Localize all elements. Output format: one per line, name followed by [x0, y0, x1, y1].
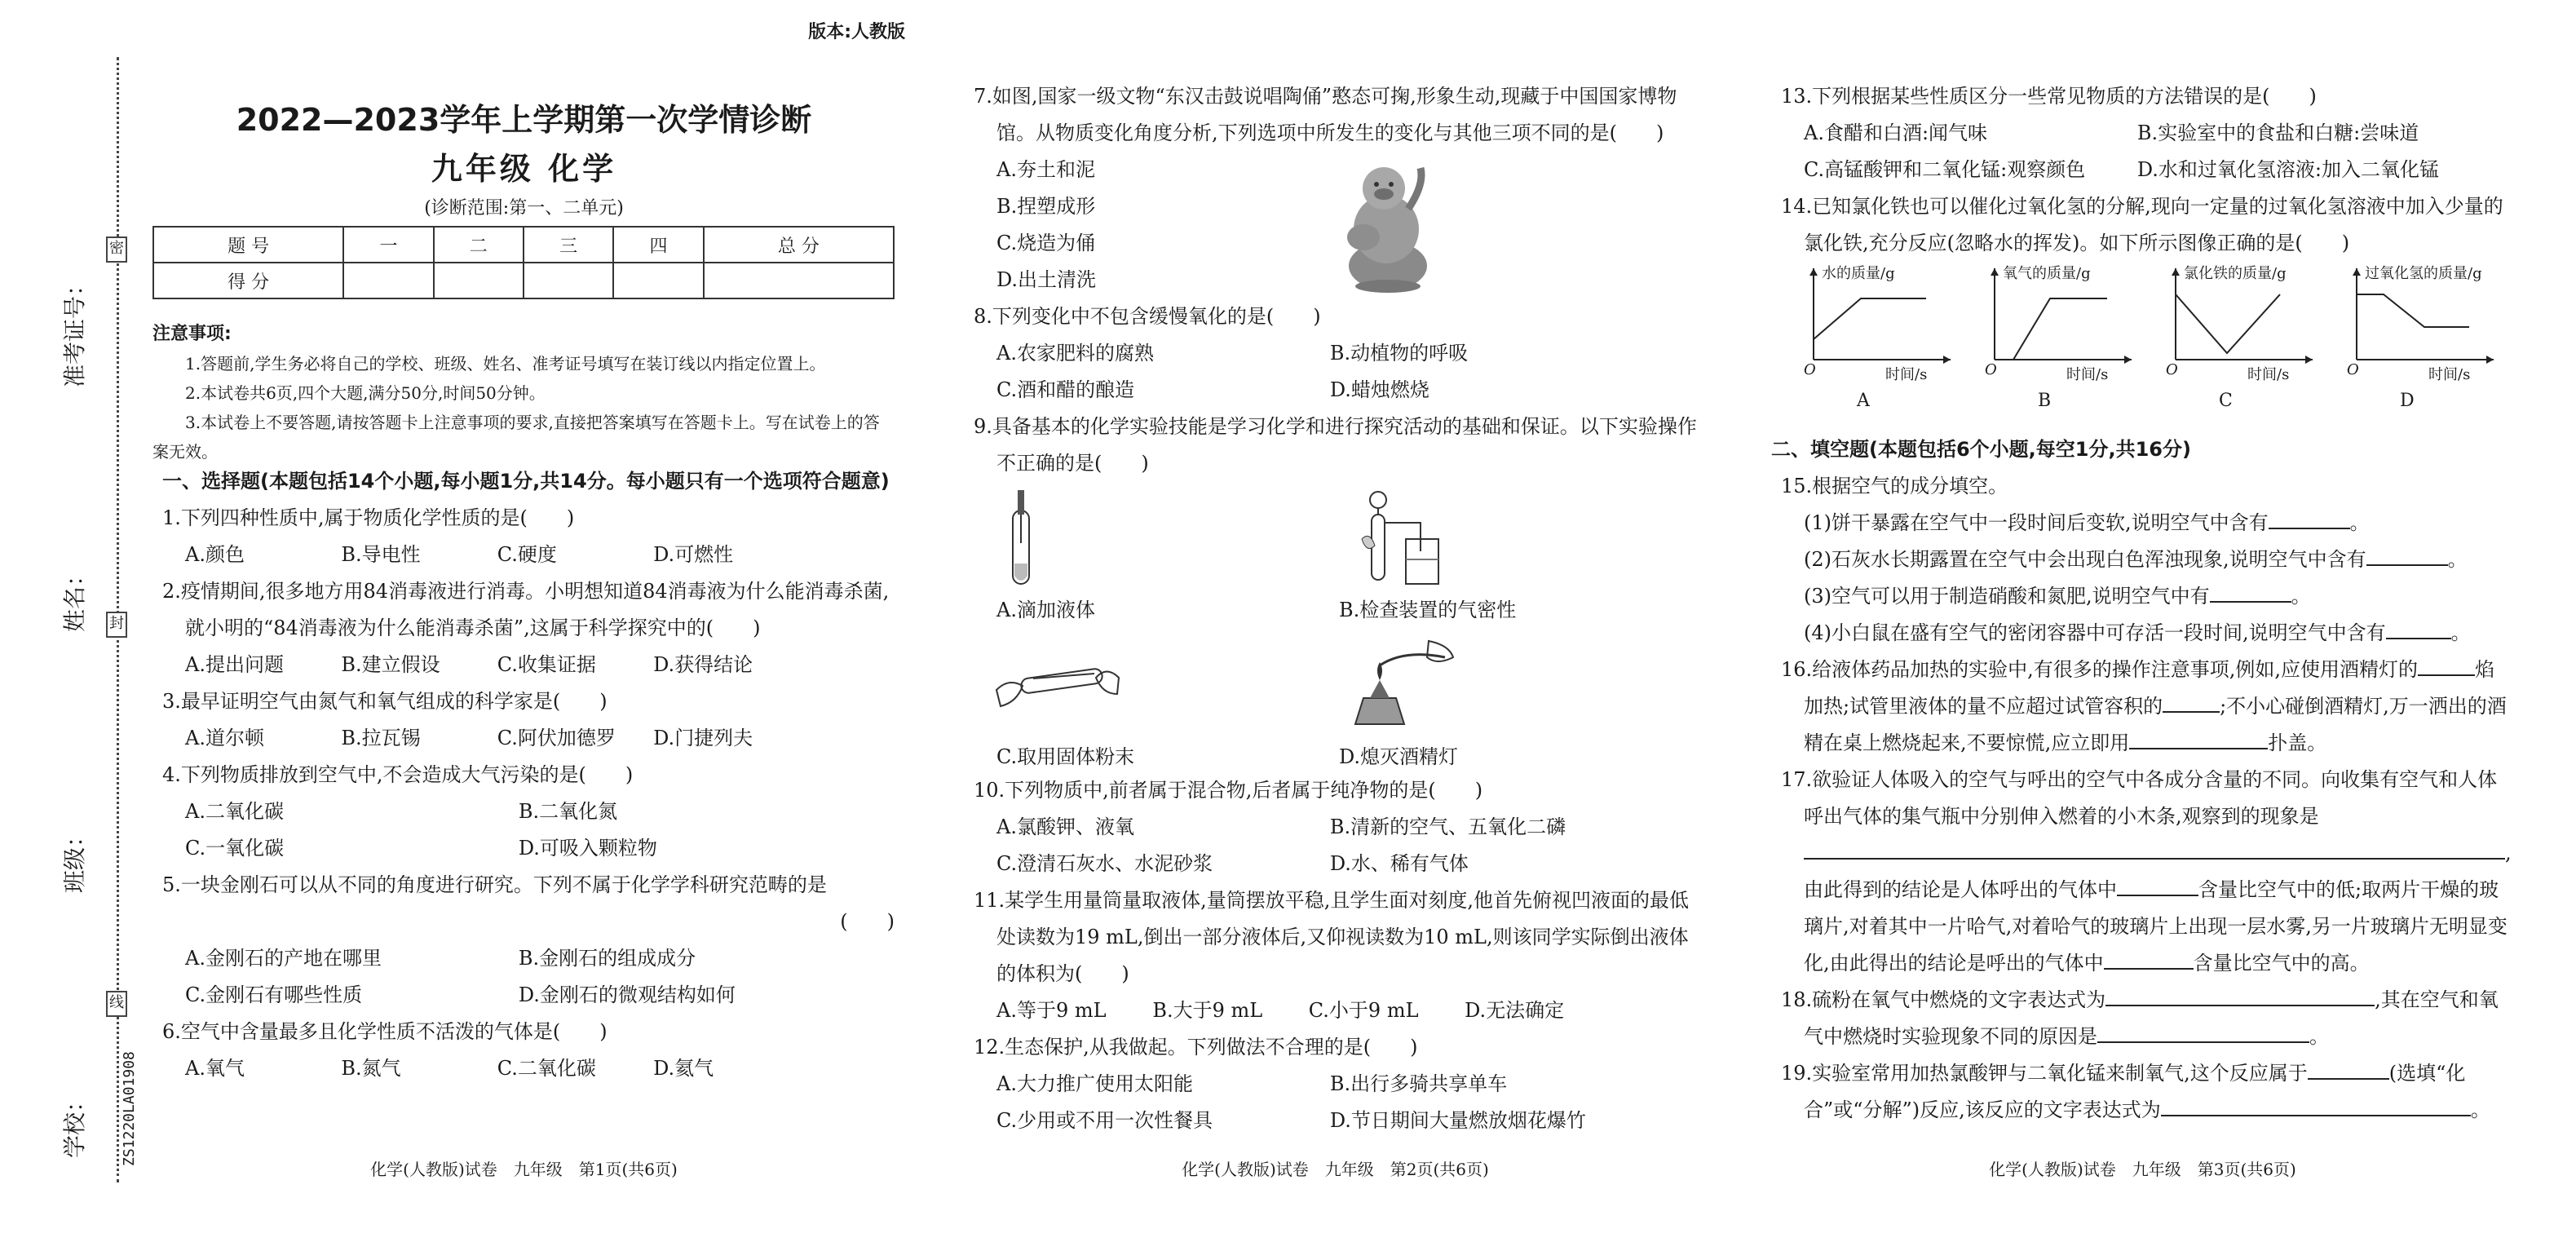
option[interactable]: A.滴加液体	[996, 599, 1095, 621]
graph-origin: O	[1985, 361, 1997, 378]
answer-blank[interactable]	[2117, 895, 2198, 896]
graph-origin: O	[1804, 361, 1816, 378]
score-table	[152, 226, 895, 299]
seal-mark: 线	[106, 991, 127, 1017]
questions-7-12	[964, 78, 1706, 1139]
answer-blank[interactable]	[2366, 564, 2448, 566]
option[interactable]: A.金刚石的产地在哪里	[185, 947, 382, 970]
graph-d	[2347, 262, 2502, 417]
option[interactable]: D.节日期间大量燃放烟花爆竹	[1329, 1109, 1586, 1132]
option[interactable]: D.获得结论	[653, 653, 753, 676]
seal-mark: 封	[106, 612, 127, 638]
answer-blank[interactable]	[2161, 1115, 2471, 1116]
options	[152, 830, 895, 867]
score-header-cell: 三	[524, 227, 613, 263]
options	[152, 977, 895, 1014]
option[interactable]: B.二氧化氮	[518, 800, 618, 823]
pottery-figurine-image	[1339, 152, 1437, 294]
options	[152, 940, 895, 977]
option[interactable]: B.清新的空气、五氧化二磷	[1329, 815, 1566, 838]
sub-question: (3)空气可以用于制造硝酸和氮肥,说明空气中有 。	[1804, 585, 2311, 608]
question-13: 13.下列根据某些性质区分一些常见物质的方法错误的是( )	[1781, 85, 2317, 108]
option[interactable]: D.水和过氧化氢溶液:加入二氧化锰	[2136, 158, 2439, 181]
option[interactable]: B.建立假设	[341, 653, 440, 676]
option[interactable]: D.可吸入颗粒物	[518, 837, 657, 860]
options	[964, 992, 1706, 1029]
option[interactable]: B.捏塑成形	[996, 195, 1096, 218]
graph-x-label: 时间/s	[2247, 366, 2290, 383]
option[interactable]: B.大于9 mL	[1152, 999, 1263, 1022]
options	[964, 372, 1706, 409]
answer-blank[interactable]	[1804, 858, 2505, 860]
options	[152, 1050, 895, 1087]
options	[964, 809, 1706, 846]
q16-text: 焰加热;试管里液体的量不应超过试管容积的	[1804, 658, 2495, 718]
question-14: 14.已知氯化铁也可以催化过氧化氢的分解,现向一定量的过氧化氢溶液中加入少量的氯化铁,充分反应(忽略水的挥发)。如下所示图像正确的是( )	[1781, 195, 2503, 254]
q18-text: 18.硫粉在氧气中燃烧的文字表达式为	[1781, 988, 2106, 1011]
answer-blank[interactable]	[2386, 638, 2451, 639]
powder-spatula-image	[988, 641, 1127, 718]
question-3: 3.最早证明空气由氮气和氧气组成的科学家是( )	[162, 690, 608, 713]
option[interactable]: C.硬度	[497, 543, 557, 566]
option[interactable]: A.氯酸钾、液氧	[996, 815, 1134, 838]
dropper-test-tube-image	[996, 486, 1045, 592]
answer-blank[interactable]	[2163, 711, 2220, 713]
score-label-cell: 得 分	[153, 263, 343, 298]
option[interactable]: C.收集证据	[497, 653, 596, 676]
graph-origin: O	[2166, 361, 2178, 378]
question-7: 7.如图,国家一级文物“东汉击鼓说唱陶俑”憨态可掬,形象生动,现藏于中国国家博物馆。从物质变化角度分析,下列选项中所发生的变化与其他三项不同的是( )	[974, 85, 1677, 144]
q9-figures	[964, 482, 1706, 772]
sub-question: (4)小白鼠在盛有空气的密闭容器中可存活一段时间,说明空气中含有 。	[1804, 621, 2471, 644]
option[interactable]: D.熄灭酒精灯	[1339, 745, 1459, 768]
section-heading: 一、选择题(本题包括14个小题,每小题1分,共14分。每小题只有一个选项符合题意)	[162, 470, 890, 493]
option[interactable]: C.阿伏加德罗	[497, 727, 616, 749]
graph-letter: D	[2400, 391, 2415, 411]
option[interactable]: C.少用或不用一次性餐具	[996, 1109, 1213, 1132]
options	[152, 793, 895, 830]
question-2: 2.疫情期间,很多地方用84消毒液进行消毒。小明想知道84消毒液为什么能消毒杀菌,就小明的“84消毒液为什么能消毒杀菌”,这属于科学探究中的( )	[162, 580, 890, 639]
question-17: 17.欲验证人体吸入的空气与呼出的空气中各成分含量的不同。向收集有空气和人体呼出气体的集气瓶中分别伸入燃着的小木条,观察到的现象是 , 由此得到的结论是人体呼出的气体中 含量比空气中的低;取两片干燥的玻璃片,对着其中一片哈气,对着哈气的玻璃片上出现一层水雾,另一片玻璃片无明显变化,由此得出的结论是呼出的气体中 含量比空气中的高。	[1781, 768, 2512, 975]
question-15: 15.根据空气的成分填空。	[1781, 475, 2008, 497]
score-header-cell: 题 号	[153, 227, 343, 263]
option[interactable]: D.蜡烛燃烧	[1329, 378, 1429, 401]
question-19: 19.实验室常用加热氯酸钾与二氧化锰来制氧气,这个反应属于 (选填“化合”或“分解”)反应,该反应的文字表达式为 。	[1781, 1062, 2490, 1121]
option[interactable]: D.门捷列夫	[653, 727, 753, 749]
answer-blank[interactable]	[2104, 968, 2194, 970]
airtightness-apparatus-image	[1355, 482, 1453, 592]
question-16	[1771, 652, 2513, 762]
score-cell[interactable]	[434, 263, 524, 298]
option[interactable]: A.夯土和泥	[996, 158, 1095, 181]
option[interactable]: C.取用固体粉末	[996, 745, 1135, 768]
q16-text: 16.给液体药品加热的实验中,有很多的操作注意事项,例如,应使用酒精灯的	[1781, 658, 2419, 681]
options	[152, 720, 895, 757]
page-footer: 化学(人教版)试卷 九年级 第2页(共6页)	[1182, 1160, 1489, 1179]
option[interactable]: B.检查装置的气密性	[1339, 599, 1517, 621]
option[interactable]: A.道尔顿	[185, 727, 264, 749]
sub-question: (1)饼干暴露在空气中一段时间后变软,说明空气中含有 。	[1804, 511, 2370, 534]
option[interactable]: A.农家肥料的腐熟	[996, 342, 1154, 365]
option[interactable]: C.小于9 mL	[1308, 999, 1419, 1022]
page-1	[143, 0, 905, 1242]
answer-blank[interactable]	[2418, 674, 2475, 676]
graph-y-label: 氧气的质量/g	[2003, 265, 2091, 282]
sub-question-text: (1)饼干暴露在空气中一段时间后变软,说明空气中含有	[1804, 511, 2269, 534]
score-header-cell: 总 分	[704, 227, 894, 263]
question-12: 12.生态保护,从我做起。下列做法不合理的是( )	[974, 1036, 1418, 1059]
page-2	[954, 0, 1717, 1242]
exam-title: 2022—2023学年上学期第一次学情诊断	[236, 102, 812, 138]
question-1: 1.下列四种性质中,属于物质化学性质的是( )	[162, 506, 575, 529]
graph-letter: B	[2038, 391, 2052, 411]
school-label: 学校：	[61, 1089, 88, 1158]
option[interactable]: A.氧气	[185, 1057, 245, 1080]
note-item: 1.答题前,学生务必将自己的学校、班级、姓名、准考证号填写在装订线以内指定位置上。	[185, 354, 826, 373]
sub-question-text: (3)空气可以用于制造硝酸和氮肥,说明空气中有	[1804, 585, 2210, 608]
option[interactable]: D.无法确定	[1465, 999, 1565, 1022]
option[interactable]: C.酒和醋的酿造	[996, 378, 1135, 401]
option[interactable]: B.实验室中的食盐和白糖:尝味道	[2136, 122, 2419, 144]
answer-blank[interactable]	[2210, 601, 2291, 603]
option[interactable]: B.导电性	[341, 543, 421, 566]
score-cell[interactable]	[613, 263, 703, 298]
option[interactable]: C.高锰酸钾和二氧化锰:观察颜色	[1804, 158, 2086, 181]
option[interactable]: C.一氧化碳	[185, 837, 285, 860]
sub-question: (2)石灰水长期露置在空气中会出现白色浑浊现象,说明空气中含有 。	[1804, 548, 2468, 571]
answer-blank[interactable]	[2269, 528, 2350, 529]
q17-text: 由此得到的结论是人体呼出的气体中	[1804, 878, 2117, 901]
exam-id-label: 准考证号：	[61, 272, 88, 387]
option[interactable]: A.颜色	[185, 543, 245, 566]
score-cell[interactable]	[343, 263, 433, 298]
question-5: 5.一块金刚石可以从不同的角度进行研究。下列不属于化学学科研究范畴的是	[162, 873, 827, 896]
option[interactable]: A.提出问题	[185, 653, 284, 676]
graph-letter: A	[1857, 391, 1870, 411]
question-10: 10.下列物质中,前者属于混合物,后者属于纯净物的是( )	[974, 779, 1483, 802]
graph-y-label: 水的质量/g	[1822, 265, 1895, 282]
option[interactable]: C.金刚石有哪些性质	[185, 983, 363, 1006]
options	[964, 335, 1706, 372]
name-label: 姓名：	[61, 563, 88, 632]
answer-paren: ( )	[840, 910, 895, 933]
section-choice	[152, 463, 895, 1087]
question-6: 6.空气中含量最多且化学性质不活泼的气体是( )	[162, 1020, 608, 1043]
sub-question-text: (2)石灰水长期露置在空气中会出现白色浑浊现象,说明空气中含有	[1804, 548, 2366, 571]
option[interactable]: B.动植物的呼吸	[1329, 342, 1469, 365]
options	[1771, 115, 2513, 152]
graph-x-label: 时间/s	[2066, 366, 2109, 383]
edition-label: 版本:人教版	[808, 22, 905, 42]
q17-text: 含量比空气中的高。	[2193, 952, 2370, 975]
question-11: 11.某学生用量筒量取液体,量筒摆放平稳,且学生面对刻度,他首先俯视凹液面的最低处读数为19 mL,倒出一部分液体后,又仰视读数为10 mL,则该同学实际倒出液体的体积为( )	[974, 889, 1690, 985]
options	[152, 537, 895, 573]
options	[964, 846, 1706, 882]
binding-margin	[0, 0, 138, 1242]
q16-text: 扑盖。	[2268, 731, 2327, 754]
question-8: 8.下列变化中不包含缓慢氧化的是( )	[974, 305, 1321, 328]
graph-x-label: 时间/s	[1885, 366, 1928, 383]
answer-blank[interactable]	[2105, 1005, 2375, 1006]
score-cell[interactable]	[704, 263, 894, 298]
exam-scope: (诊断范围:第一、二单元)	[424, 198, 624, 219]
answer-blank[interactable]	[2308, 1078, 2389, 1080]
section-heading: 二、填空题(本题包括6个小题,每空1分,共16分)	[1771, 438, 2191, 461]
graph-y-label: 过氧化氢的质量/g	[2365, 265, 2482, 282]
options	[1771, 152, 2513, 188]
option[interactable]: B.拉瓦锡	[341, 727, 421, 749]
graph-y-label: 氯化铁的质量/g	[2184, 265, 2287, 282]
option[interactable]: A.二氧化碳	[185, 800, 284, 823]
graph-c	[2166, 262, 2321, 417]
graph-a	[1804, 262, 1959, 417]
q19-text: (选填“化合”或“分解”)反应,该反应的文字表达式为	[1804, 1062, 2466, 1121]
options	[152, 647, 895, 683]
score-header-cell: 一	[343, 227, 433, 263]
exam-subtitle: 九年级 化学	[431, 151, 617, 187]
options	[964, 1066, 1706, 1103]
option[interactable]: D.出土清洗	[996, 268, 1097, 291]
option[interactable]: D.氦气	[653, 1057, 714, 1080]
score-header-cell: 二	[434, 227, 524, 263]
question-4: 4.下列物质排放到空气中,不会造成大气污染的是( )	[162, 763, 634, 786]
seal-mark: 密	[106, 236, 127, 263]
score-header-cell: 四	[613, 227, 703, 263]
q16-text: ;不小心碰倒酒精灯,万一洒出的酒精在桌上燃烧起来,不要惊慌,应立即用	[1804, 695, 2507, 754]
note-item: 3.本试卷上不要答题,请按答题卡上注意事项的要求,直接把答案填写在答题卡上。写在试卷上的答案无效。	[152, 413, 880, 462]
option[interactable]: A.食醋和白酒:闻气味	[1804, 122, 1988, 144]
graph-origin: O	[2347, 361, 2359, 378]
q14-graphs	[1771, 262, 2513, 417]
option[interactable]: D.金刚石的微观结构如何	[518, 983, 736, 1006]
page-3	[1761, 0, 2524, 1242]
page-footer: 化学(人教版)试卷 九年级 第1页(共6页)	[370, 1160, 678, 1179]
page-footer: 化学(人教版)试卷 九年级 第3页(共6页)	[1989, 1160, 2296, 1179]
option[interactable]: C.澄清石灰水、水泥砂浆	[996, 852, 1213, 875]
graph-x-label: 时间/s	[2428, 366, 2471, 383]
graph-letter: C	[2219, 391, 2233, 411]
q18-text: ,其在空气和氧气中燃烧时实验现象不同的原因是	[1804, 988, 2499, 1048]
answer-blank[interactable]	[2097, 1041, 2309, 1043]
score-cell[interactable]	[524, 263, 613, 298]
q17-text: 含量比空气中的低;取两片干燥的玻璃片,对着其中一片哈气,对着哈气的玻璃片上出现一层水雾,另一片玻璃片无明显变化,由此得出的结论是呼出的气体中	[1804, 878, 2508, 975]
sub-question-text: (4)小白鼠在盛有空气的密闭容器中可存活一段时间,说明空气中含有	[1804, 621, 2386, 644]
q19-text: 19.实验室常用加热氯酸钾与二氧化锰来制氧气,这个反应属于	[1781, 1062, 2308, 1085]
questions-13-19	[1771, 78, 2513, 1129]
question-18: 18.硫粉在氧气中燃烧的文字表达式为 ,其在空气和氧气中燃烧时实验现象不同的原因是 。	[1781, 988, 2499, 1048]
notes-title: 注意事项:	[152, 324, 232, 344]
option[interactable]: B.金刚石的组成成分	[518, 947, 696, 970]
q17-text: 17.欲验证人体吸入的空气与呼出的空气中各成分含量的不同。向收集有空气和人体呼出气体的集气瓶中分别伸入燃着的小木条,观察到的现象是	[1781, 768, 2498, 828]
option[interactable]: B.氮气	[341, 1057, 401, 1080]
exam-notes	[152, 320, 895, 466]
note-item: 2.本试卷共6页,四个大题,满分50分,时间50分钟。	[185, 383, 546, 403]
option[interactable]: D.水、稀有气体	[1329, 852, 1469, 875]
question-9: 9.具备基本的化学实验技能是学习化学和进行探究活动的基础和保证。以下实验操作不正确的是( )	[974, 415, 1697, 475]
graph-b	[1985, 262, 2140, 417]
class-label: 班级：	[61, 824, 88, 893]
option[interactable]: C.烧造为俑	[996, 232, 1096, 254]
option[interactable]: A.等于9 mL	[996, 999, 1107, 1022]
paper-code: ZS1220LA01908	[121, 1051, 138, 1166]
option[interactable]: D.可燃性	[653, 543, 734, 566]
option[interactable]: A.大力推广使用太阳能	[996, 1072, 1193, 1095]
answer-blank[interactable]	[2129, 748, 2268, 749]
q7-body	[964, 152, 1706, 298]
options	[964, 1103, 1706, 1139]
option[interactable]: C.二氧化碳	[497, 1057, 596, 1080]
alcohol-lamp-image	[1347, 633, 1461, 731]
option[interactable]: B.出行多骑共享单车	[1329, 1072, 1508, 1095]
